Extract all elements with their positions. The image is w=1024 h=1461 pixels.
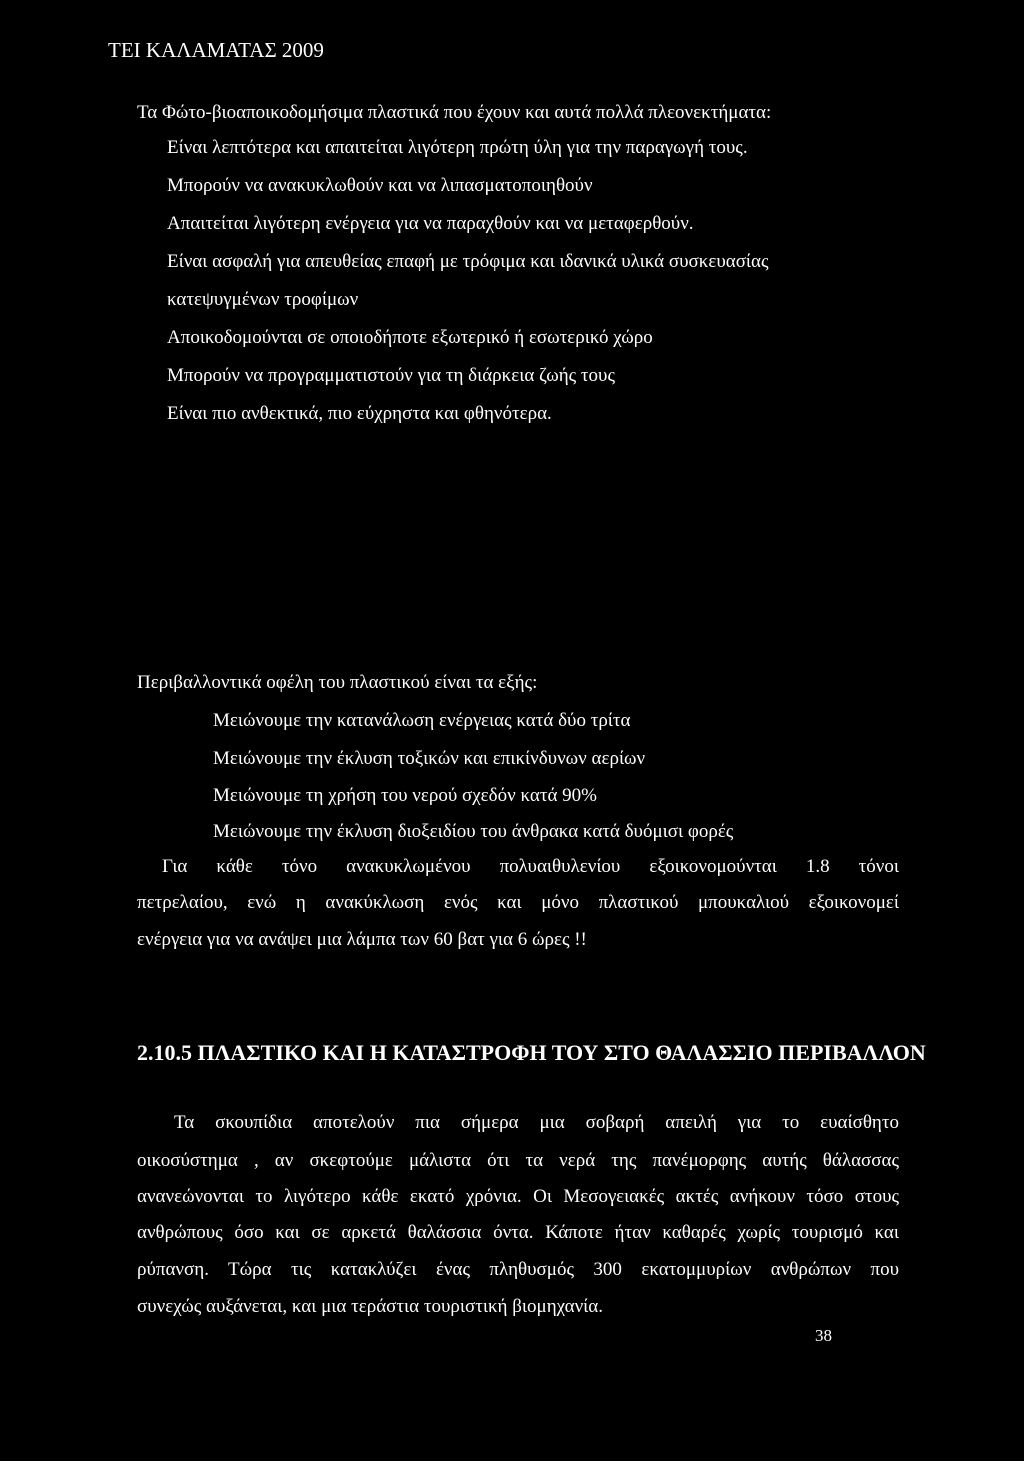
page-number: 38 — [815, 1326, 832, 1345]
section1-item: Απαιτείται λιγότερη ενέργεια για να παραχθούν και να μεταφερθούν. — [167, 213, 694, 234]
benefit-item: Μειώνουμε την κατανάλωση ενέργειας κατά δύο τρίτα — [213, 710, 631, 731]
marine-paragraph-line: Τα σκουπίδια αποτελούν πια σήμερα μια σοβαρή απειλή για το ευαίσθητο — [174, 1112, 899, 1133]
marine-paragraph-line: ανανεώνονται το λιγότερο κάθε εκατό χρόνια. Οι Μεσογειακές ακτές ανήκουν τόσο στους — [137, 1186, 899, 1207]
section1-item: Αποικοδομούνται σε οποιοδήποτε εξωτερικό ή εσωτερικό χώρο — [167, 327, 653, 348]
marine-paragraph-line: οικοσύστημα , αν σκεφτούμε μάλιστα ότι τα νερά της πανέμορφης αυτής θάλασσας — [137, 1150, 899, 1171]
benefit-item: Μειώνουμε την έκλυση τοξικών και επικίνδυνων αερίων — [213, 748, 646, 769]
section2-intro: Περιβαλλοντικά οφέλη του πλαστικού είναι τα εξής: — [137, 672, 538, 693]
benefit-item: Μειώνουμε τη χρήση του νερού σχεδόν κατά 90% — [213, 785, 597, 806]
marine-paragraph-line: συνεχώς αυξάνεται, και μια τεράστια τουριστική βιομηχανία. — [137, 1296, 604, 1317]
section1-intro: Τα Φώτο-βιοαποικοδομήσιμα πλαστικά που έχουν και αυτά πολλά πλεονεκτήματα: — [137, 102, 772, 123]
section1-item: Είναι λεπτότερα και απαιτείται λιγότερη πρώτη ύλη για την παραγωγή τους. — [167, 137, 748, 158]
marine-paragraph-line: ανθρώπους όσο και σε αρκετά θαλάσσια όντα. Κάποτε ήταν καθαρές χωρίς τουρισμό και — [137, 1222, 899, 1243]
marine-paragraph-line: ρύπανση. Τώρα τις κατακλύζει ένας πληθυσμός 300 εκατομμυρίων ανθρώπων που — [137, 1259, 899, 1280]
recycling-paragraph-line: Για κάθε τόνο ανακυκλωμένου πολυαιθυλενίου εξοικονομούνται 1.8 τόνοι — [162, 856, 899, 877]
section-heading: 2.10.5 ΠΛΑΣΤΙΚΟ ΚΑΙ Η ΚΑΤΑΣΤΡΟΦΗ ΤΟΥ ΣΤΟ ΘΑΛΑΣΣΙΟ ΠΕΡΙΒΑΛΛΟΝ — [137, 1040, 926, 1065]
section1-item: κατεψυγμένων τροφίμων — [167, 289, 359, 310]
document-header: ΤΕΙ ΚΑΛΑΜΑΤΑΣ 2009 — [108, 38, 324, 62]
section1-item: Μπορούν να προγραμματιστούν για τη διάρκεια ζωής τους — [167, 365, 615, 386]
recycling-paragraph-line: πετρελαίου, ενώ η ανακύκλωση ενός και μόνο πλαστικού μπουκαλιού εξοικονομεί — [137, 892, 899, 913]
section1-item: Είναι ασφαλή για απευθείας επαφή με τρόφιμα και ιδανικά υλικά συσκευασίας — [167, 251, 769, 272]
section1-item: Είναι πιο ανθεκτικά, πιο εύχρηστα και φθηνότερα. — [167, 403, 552, 424]
recycling-paragraph-line: ενέργεια για να ανάψει μια λάμπα των 60 βατ για 6 ώρες !! — [137, 929, 587, 950]
section1-item: Μπορούν να ανακυκλωθούν και να λιπασματοποιηθούν — [167, 175, 593, 196]
benefit-item: Μειώνουμε την έκλυση διοξειδίου του άνθρακα κατά δυόμισι φορές — [213, 821, 734, 842]
